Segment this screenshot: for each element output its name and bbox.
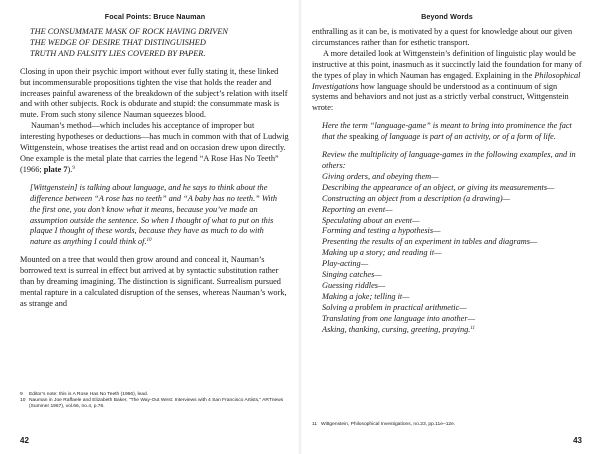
left-paragraph-2-end: ). [67, 164, 73, 174]
epigraph [20, 27, 290, 60]
page-number-right: 43 [573, 436, 582, 445]
language-game-item: Constructing an object from a description (a drawing)— [322, 193, 510, 203]
language-game-item: Making a joke; telling it— [322, 291, 410, 301]
language-game-item: Giving orders, and obeying them— [322, 171, 439, 181]
quote1-b: of language is part of an activity, or of a form of life. [378, 132, 556, 142]
right-footnotes [312, 422, 582, 428]
language-games-list [322, 172, 578, 336]
footnote-ref-9: 9 [72, 165, 75, 171]
wittgenstein-quote-1 [312, 121, 582, 143]
quote1-emphasis: speaking [349, 132, 379, 142]
right-paragraph-2-a: A more detailed look at Wittgenstein’s definition of linguistic play would be instructive at this point, inasmuch as it succinctly laid the foundation for many of the types of play in which Nauman has engaged. Explaining in the [312, 48, 582, 80]
wittgenstein-quote-2 [312, 150, 582, 335]
language-game-item: Presenting the results of an experiment in tables and diagrams— [322, 237, 538, 247]
plate-reference: plate 7 [43, 164, 68, 174]
epigraph-line: THE CONSUMMATE MASK OF ROCK HAVING DRIVEN [30, 27, 228, 36]
quote-bracket: [Wittgenstein] [30, 182, 78, 192]
right-running-head: Beyond Words [421, 12, 473, 21]
book-title: Philosophical Investigations [312, 70, 581, 91]
right-paragraph-2 [312, 49, 582, 114]
language-game-item: Solving a problem in practical arithmetic— [322, 302, 467, 312]
footnote-number: 10 [20, 398, 26, 404]
footnote-11 [312, 422, 582, 428]
page-number-left: 42 [20, 436, 29, 445]
left-paragraph-1: Closing in upon their psychic import without ever fully stating it, these linked but incommensurable propositions tighten the vise that holds the reader and increases painful awareness of the breakdown of the subject’s relation with itself and with other subjects. Rock is obdurate and stupid: the consummate mask is mute. From such stony silence Nauman squeezes blood. [20, 66, 288, 120]
footnote-ref-11: 11 [470, 325, 475, 331]
language-game-item: Asking, thanking, cursing, greeting, praying.$^{11}$ [322, 324, 475, 334]
language-game-item: Describing the appearance of an object, or giving its measurements— [322, 182, 555, 192]
right-paragraph-2-b: how language should be understood as a continuum of sign systems and behaviors and not just as a strictly verbal construct, Wittgenstein wrote: [312, 81, 569, 113]
footnote-text: Editor’s note: this is A Rose Has No Teeth (1966), lead. [29, 392, 149, 397]
quote-text: is talking about language, and he says to think about the difference between “A rose has no teeth” and “A baby has no teeth.” With the first one, you don’t know what it means, because you’ve made an assumption outside the sentence. So when I thought of what to put on this plaque I thought of these words, because they have as much to do with nature as anything I could think of. [30, 182, 278, 247]
language-game-item: Play-acting— [322, 259, 369, 269]
footnote-ref-10: 10 [146, 238, 152, 244]
left-paragraph-2-text: Nauman’s method—which includes his acceptance of improper but interesting hypotheses or deductions—has much in common with that of Ludwig Wittgenstein, whose treatises the artist read and on occasion drew upon directly. One example is the metal plate that carries the legend “A Rose Has No Teeth” (1966; [20, 121, 289, 174]
left-page [0, 0, 296, 454]
quote1-a: Here the term “language-game” is meant to bring into prominence the fact that the [322, 121, 572, 142]
footnote-number: 9 [20, 392, 23, 397]
language-game-item: Forming and testing a hypothesis— [322, 226, 441, 236]
language-game-item: Translating from one language into another— [322, 313, 475, 323]
left-footnotes [20, 392, 290, 411]
footnote-text: Wittgenstein, Philosophical Investigations, no.23, pp.11e–12e. [321, 422, 456, 427]
language-game-item: Making up a story; and reading it— [322, 248, 442, 258]
right-paragraph-1: enthralling as it can be, is motivated by a quest for knowledge about our given circumstances rather than for esthetic transport. [312, 27, 573, 47]
footnote-10 [20, 398, 290, 410]
epigraph-line: TRUTH AND FALSITY LIES COVERED BY PAPER. [30, 48, 206, 58]
right-page [304, 0, 600, 454]
left-running-head: Focal Points: Bruce Nauman [104, 12, 206, 21]
footnote-number: 11 [312, 422, 318, 427]
language-game-item: Reporting an event— [322, 204, 393, 214]
left-paragraph-2 [20, 121, 290, 176]
epigraph-line: THE WEDGE OF DESIRE THAT DISTINGUISHED [30, 37, 206, 47]
book-gutter [298, 0, 302, 454]
language-game-item: Singing catches— [322, 270, 382, 280]
quote2-intro: Review the multiplicity of language-games in the following examples, and in others: [322, 150, 576, 170]
language-game-item: Speculating about an event— [322, 215, 420, 225]
nauman-quote [20, 183, 290, 248]
footnote-text: Nauman in Joe Raffaele and Elizabeth Baker, “The Way-Out West: Interviews with 4 San Francisco Artists,” ARTnews (Summer 1967), vol.66, no.4, p.76. [29, 398, 284, 410]
language-game-item: Guessing riddles— [322, 280, 386, 290]
left-paragraph-3: Mounted on a tree that would then grow around and conceal it, Nauman’s borrowed text is surreal in effect but arrived at by syntactic substitution rather than by dreaming imagining. The distinction is significant. Surrealism pursued mental rapture in a calculated disruption of the senses, whereas Nauman’s work, as strange and [20, 255, 287, 308]
